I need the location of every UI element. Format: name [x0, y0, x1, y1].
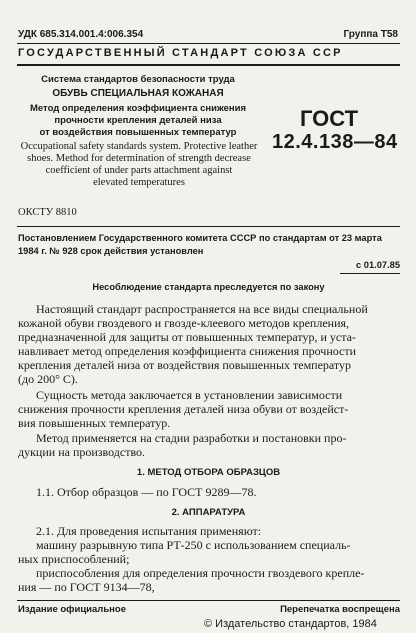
decree-line-2: 1984 г. № 928 срок действия установлен [18, 246, 204, 256]
section-2-line-4: приспособления для определения прочности гвоздевого крепле- [36, 566, 365, 580]
method-line-3: от воздействия повышенных температур [39, 127, 237, 138]
intro-line-3: предназначенной для защиты от повышенных температур, и уста- [18, 330, 356, 344]
reprint-notice: Перепечатка воспрещена [280, 604, 400, 615]
english-line-3: coefficient of under parts attachment against [45, 165, 233, 176]
section-2-line-3: ных приспособлений; [18, 552, 130, 566]
essence-line-3: вия повышенных температур. [18, 416, 171, 430]
gost-number: 12.4.138—84 [272, 131, 398, 153]
method-line-2: прочности крепления деталей низа [54, 115, 222, 126]
application-line-2: дукции на производство. [18, 445, 146, 459]
essence-line-2: снижения прочности крепления деталей низа обуви от воздейст- [18, 402, 349, 416]
english-line-2: shoes. Method for determination of strength decrease [27, 153, 251, 164]
section-2-line-5: ния — по ГОСТ 9134—78, [18, 580, 155, 594]
standard-name: ГОСУДАРСТВЕННЫЙ СТАНДАРТ СОЮЗА ССР [18, 47, 343, 59]
english-line-1: Occupational safety standards system. Protective leather [20, 141, 258, 152]
section-1-text: 1.1. Отбор образцов — по ГОСТ 9289—78. [36, 485, 257, 499]
intro-line-2: кожаной обуви гвоздевого и гвоздe-клеевого методов крепления, [18, 316, 350, 330]
udk-code: УДК 685.314.001.4:006.354 [18, 29, 144, 40]
intro-line-5: крепления деталей низа от воздействия повышенных температур [18, 358, 352, 372]
english-line-4: elevated temperatures [93, 177, 185, 188]
okstu-rule [17, 226, 400, 227]
section-1-title: 1. МЕТОД ОТБОРА ОБРАЗЦОВ [136, 467, 281, 478]
section-2-title: 2. АППАРАТУРА [171, 507, 246, 518]
application-line-1: Метод применяется на стадии разработки и постановки про- [36, 431, 347, 445]
system-title: Система стандартов безопасности труда [41, 74, 235, 85]
group-code: Группа Т58 [343, 29, 398, 40]
top-rule [17, 43, 400, 44]
intro-line-6: (до 200° С). [18, 372, 78, 386]
legal-notice: Несоблюдение стандарта преследуется по закону [92, 282, 325, 292]
date-underline [340, 273, 400, 274]
intro-line-1: Настоящий стандарт распространяется на все виды специальной [36, 302, 368, 316]
section-2-line-1: 2.1. Для проведения испытания применяют: [36, 524, 262, 538]
effective-date: с 01.07.85 [356, 260, 400, 270]
header-rule [17, 64, 400, 66]
method-line-1: Метод определения коэффициента снижения [29, 103, 246, 114]
essence-line-1: Сущность метода заключается в установлении зависимости [36, 388, 343, 402]
okstu-code: ОКСТУ 8810 [18, 207, 77, 218]
section-2-line-2: машину разрывную типа РТ-250 с использованием специаль- [36, 538, 351, 552]
official-edition: Издание официальное [18, 604, 126, 615]
intro-line-4: навливает метод определения коэффициента снижения прочности [18, 344, 357, 358]
footer-rule [17, 600, 400, 601]
copyright: © Издательство стандартов, 1984 [204, 618, 377, 630]
decree-line-1: Постановлением Государственного комитета СССР по стандартам от 23 марта [18, 233, 382, 243]
gost-label: ГОСТ [300, 106, 359, 131]
product-title: ОБУВЬ СПЕЦИАЛЬНАЯ КОЖАНАЯ [52, 88, 224, 99]
